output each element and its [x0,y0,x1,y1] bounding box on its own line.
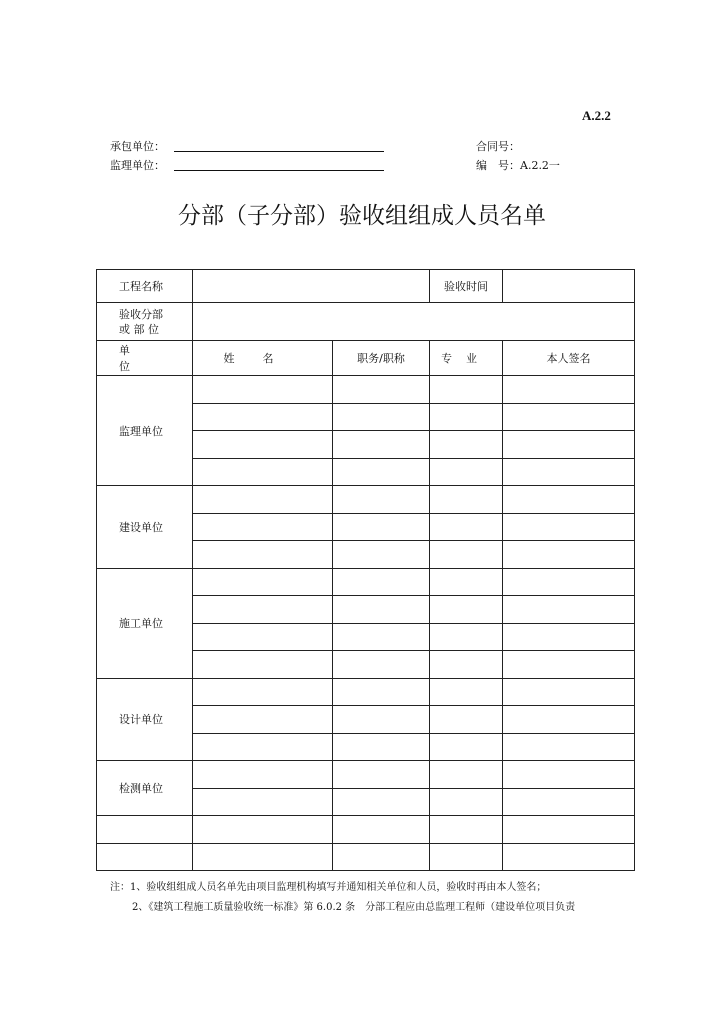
table-row [97,568,635,596]
title-cell[interactable] [333,541,430,569]
name-cell[interactable] [193,458,333,486]
title-cell[interactable] [333,596,430,624]
acceptance-time-label: 验收时间 [430,270,503,303]
project-name-field[interactable] [193,270,430,303]
unit-label: 检测单位 [97,761,193,816]
title-cell[interactable] [333,568,430,596]
signature-cell[interactable] [503,486,635,514]
signature-cell[interactable] [503,733,635,761]
name-cell[interactable] [193,431,333,459]
blank-unit-cell[interactable] [97,843,193,871]
name-cell[interactable] [193,733,333,761]
signature-cell[interactable] [503,761,635,789]
col-header-signature: 本人签名 [503,341,635,376]
supervisor-label: 监理单位： [110,159,165,172]
acceptance-part-field[interactable] [193,303,635,341]
table-row [97,486,635,514]
name-cell[interactable] [193,623,333,651]
signature-cell[interactable] [503,376,635,404]
blank-row [97,843,635,871]
specialty-cell[interactable] [430,816,503,844]
blank-row [97,816,635,844]
specialty-cell[interactable] [430,486,503,514]
signature-cell[interactable] [503,706,635,734]
name-cell[interactable] [193,568,333,596]
page-title: 分部（子分部）验收组组成人员名单 [178,203,546,229]
signature-cell[interactable] [503,596,635,624]
form-code: A.2.2 [582,108,611,123]
specialty-cell[interactable] [430,733,503,761]
col-header-specialty: 专业 [430,341,503,376]
title-cell[interactable] [333,706,430,734]
name-cell[interactable] [193,678,333,706]
name-cell[interactable] [193,761,333,789]
signature-cell[interactable] [503,843,635,871]
acceptance-part-label-line1: 验收分部 [119,307,163,321]
serial-no [476,157,560,173]
unit-label: 施工单位 [97,568,193,678]
col-header-title: 职务/职称 [333,341,430,376]
name-cell[interactable] [193,843,333,871]
name-cell[interactable] [193,376,333,404]
specialty-cell[interactable] [430,706,503,734]
specialty-cell[interactable] [430,376,503,404]
contractor-field[interactable] [174,151,384,152]
title-cell[interactable] [333,431,430,459]
title-cell[interactable] [333,458,430,486]
signature-cell[interactable] [503,788,635,816]
title-cell[interactable] [333,486,430,514]
title-cell[interactable] [333,788,430,816]
signature-cell[interactable] [503,623,635,651]
signature-cell[interactable] [503,403,635,431]
unit-label: 设计单位 [97,678,193,761]
specialty-cell[interactable] [430,843,503,871]
note-line-2: 2、《建筑工程施工质量验收统一标准》第 6.0.2 条 分部工程应由总监理工程师（建设单位项目负责 [132,902,576,913]
title-cell[interactable] [333,513,430,541]
title-cell[interactable] [333,816,430,844]
name-cell[interactable] [193,513,333,541]
name-cell[interactable] [193,486,333,514]
unit-label: 建设单位 [97,486,193,569]
specialty-cell[interactable] [430,458,503,486]
specialty-cell[interactable] [430,403,503,431]
name-cell[interactable] [193,788,333,816]
signature-cell[interactable] [503,816,635,844]
name-cell[interactable] [193,403,333,431]
blank-unit-cell[interactable] [97,816,193,844]
title-cell[interactable] [333,733,430,761]
signature-cell[interactable] [503,431,635,459]
unit-label: 监理单位 [97,376,193,486]
specialty-cell[interactable] [430,623,503,651]
name-cell[interactable] [193,706,333,734]
supervisor-field[interactable] [174,170,384,171]
specialty-cell[interactable] [430,761,503,789]
project-name-label: 工程名称 [97,270,193,303]
title-cell[interactable] [333,651,430,679]
signature-cell[interactable] [503,541,635,569]
title-cell[interactable] [333,623,430,651]
specialty-cell[interactable] [430,678,503,706]
signature-cell[interactable] [503,568,635,596]
table-row [97,678,635,706]
col-header-unit: 单位 [97,341,193,376]
contract-no-label: 合同号： [476,140,520,153]
specialty-cell[interactable] [430,513,503,541]
column-header-row [97,341,635,376]
signature-cell[interactable] [503,678,635,706]
contractor-label: 承包单位： [110,140,165,153]
signature-cell[interactable] [503,651,635,679]
serial-no-label: 编 号： [476,159,520,172]
title-cell[interactable] [333,843,430,871]
signature-cell[interactable] [503,513,635,541]
title-cell[interactable] [333,678,430,706]
serial-no-value: A.2.2一 [520,159,560,172]
specialty-cell[interactable] [430,431,503,459]
signature-cell[interactable] [503,458,635,486]
table-row [97,376,635,404]
table-row [97,761,635,789]
name-cell[interactable] [193,596,333,624]
project-row [97,270,635,303]
title-cell[interactable] [333,761,430,789]
name-cell[interactable] [193,816,333,844]
specialty-cell[interactable] [430,788,503,816]
acceptance-part-label [97,303,193,341]
specialty-cell[interactable] [430,541,503,569]
col-header-name: 姓名 [193,341,333,376]
name-cell[interactable] [193,541,333,569]
name-cell[interactable] [193,651,333,679]
note-line-1: 注：1、验收组组成人员名单先由项目监理机构填写并通知相关单位和人员，验收时再由本人签名； [110,882,547,893]
acceptance-time-field[interactable] [503,270,635,303]
acceptance-part-row [97,303,635,341]
title-cell[interactable] [333,376,430,404]
acceptance-part-label-line2: 或 部 位 [119,322,159,336]
title-cell[interactable] [333,403,430,431]
member-table [96,269,635,871]
specialty-cell[interactable] [430,596,503,624]
specialty-cell[interactable] [430,651,503,679]
specialty-cell[interactable] [430,568,503,596]
